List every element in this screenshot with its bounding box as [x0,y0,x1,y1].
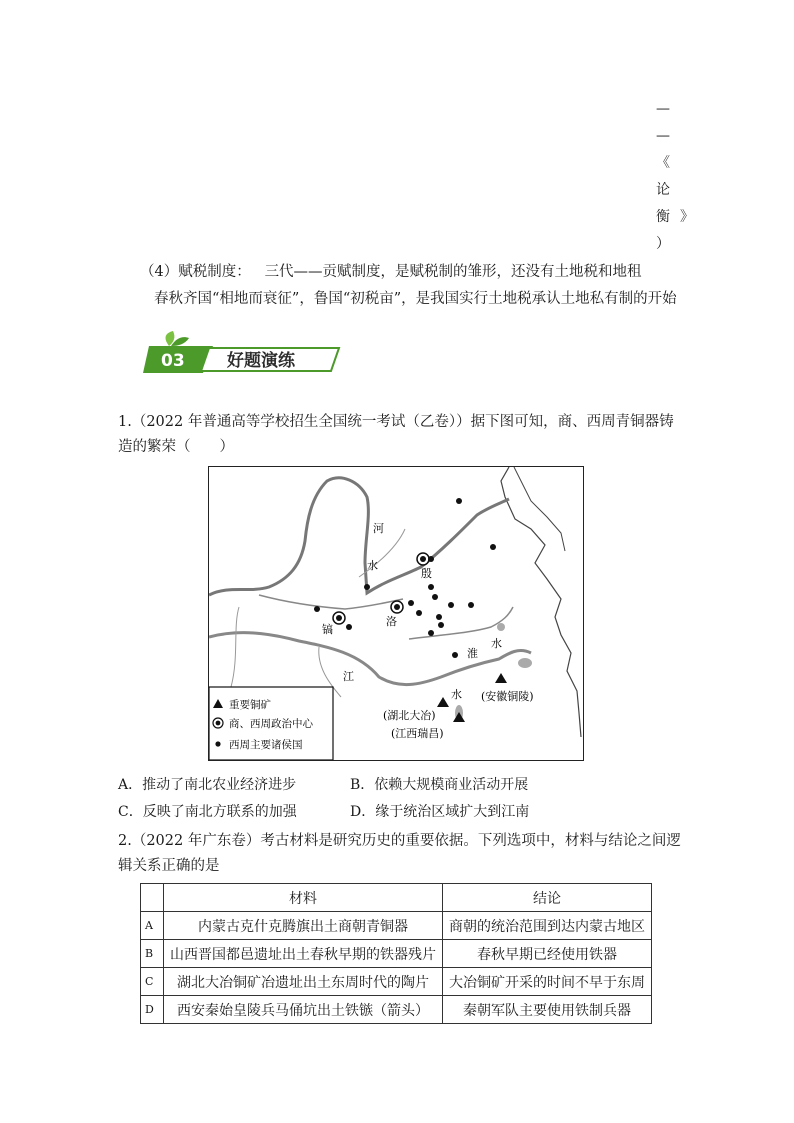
vassal-state [436,614,442,620]
vassal-state [438,622,444,628]
hongze-lake [497,623,505,631]
quote-close-paren: ） [656,236,670,252]
legend-vassal-state: 西周主要诸侯国 [229,739,303,751]
legend-copper-mine: 重要铜矿 [229,699,271,711]
label-yin: 殷 [421,567,432,580]
label-jiang: 江 [343,670,354,683]
tributary [231,607,239,687]
row-material: 山西晋国都邑遗址出土春秋早期的铁器残片 [164,940,443,968]
option-c: C．反映了南北方联系的加强 [118,804,297,820]
row-id: B [141,940,164,968]
center-luo [391,601,403,613]
question-1-stem: 1.（2022 年普通高等学校招生全国统一考试（乙卷））据下图可知，商、西周青铜器铸造的繁荣（ ） [118,414,674,455]
vassal-state [448,602,454,608]
tax-label: （4）赋税制度： [140,264,251,280]
option-a: A．推动了南北农业经济进步 [118,777,297,793]
banner-number: 03 [161,351,185,371]
map-svg [209,467,583,760]
option-d: D．缘于统治区域扩大到江南 [350,804,530,820]
quote-dash-1: — [656,101,670,117]
vassal-state [432,594,438,600]
vassal-state [452,652,458,658]
bronze-map [208,466,584,761]
row-id: D [141,996,164,1024]
tax-line-2: 春秋齐国“相地而衰征”，鲁国“初税亩”，是我国实行土地税承认土地私有制的开始 [154,291,677,307]
table-row [141,940,652,968]
table-row [141,912,652,940]
row-id: C [141,968,164,996]
section-banner [143,330,343,376]
center-yin [417,553,429,565]
vassal-state [428,630,434,636]
tax-line-1 [140,260,642,281]
vassal-state [468,602,474,608]
option-b: B．依赖大规模商业活动开展 [350,777,529,793]
center-hao [333,612,345,624]
row-material: 内蒙古克什克腾旗出土商朝青铜器 [164,912,443,940]
header-conclusion: 结论 [443,884,652,912]
label-he: 河 [373,522,384,535]
label-hao: 镐 [322,623,333,636]
wei-river [259,595,403,609]
row-id: A [141,912,164,940]
vassal-state [428,556,434,562]
vassal-state [408,600,414,606]
quote-dash-2: — [656,128,670,144]
legend-center-icon [213,718,223,728]
row-material: 湖北大冶铜矿冶遗址出土东周时代的陶片 [164,968,443,996]
header-material: 材料 [164,884,443,912]
vassal-state [428,584,434,590]
row-conclusion: 大冶铜矿开采的时间不早于东周 [443,968,652,996]
row-conclusion: 商朝的统治范围到达内蒙古地区 [443,912,652,940]
copper-mine-daye [437,697,449,707]
legend-political-center: 商、西周政治中心 [229,718,313,730]
label-anhui-tongling: (安徽铜陵) [481,690,534,703]
vassal-state [416,610,422,616]
quote-close-bracket: 》 [680,209,694,225]
vassal-state [346,624,352,630]
vassal-state [364,584,370,590]
label-huai: 淮 [467,647,478,660]
question-2-stem: 2.（2022 年广东卷）考古材料是研究历史的重要依据。下列选项中，材料与结论之间逻辑关系正确的是 [118,833,681,874]
quote-row-heng [656,204,696,231]
banner-title: 好题演练 [227,351,295,371]
row-conclusion: 春秋早期已经使用铁器 [443,940,652,968]
copper-mine-ruichang [453,712,465,722]
quote-char-heng: 衡 [656,209,670,225]
banner-graphic [143,330,343,376]
label-luo: 洛 [386,615,397,628]
tax-text-1: 三代——贡赋制度，是赋税制的雏形，还没有土地税和地租 [264,264,642,280]
evidence-table [140,883,652,1024]
huai-river [409,607,513,639]
vassal-state [456,498,462,504]
label-shui-3: 水 [451,688,462,701]
leaf-icon [166,331,189,346]
label-hubei-daye: (湖北大冶) [383,709,436,722]
row-conclusion: 秦朝军队主要使用铁制兵器 [443,996,652,1024]
label-jiangxi-ruichang: (江西瑞昌) [391,727,444,740]
yangtze-river [209,633,531,685]
row-material: 西安秦始皇陵兵马俑坑出土铁镞（箭头） [164,996,443,1024]
yellow-river [209,478,509,595]
vassal-state [314,606,320,612]
table-header-row [141,884,652,912]
tai-lake [518,658,532,668]
quote-char-lun: 论 [656,182,670,198]
table-row [141,996,652,1024]
label-shui-1: 水 [367,559,378,572]
label-shui-2: 水 [491,637,502,650]
vertical-quote-fragment [656,96,696,258]
map-legend [209,687,333,760]
table-row [141,968,652,996]
quote-open-bracket: 《 [656,155,670,171]
legend-dot-icon [215,741,220,746]
copper-mine-tongling [495,673,507,683]
vassal-state [490,544,496,550]
header-index [141,884,164,912]
